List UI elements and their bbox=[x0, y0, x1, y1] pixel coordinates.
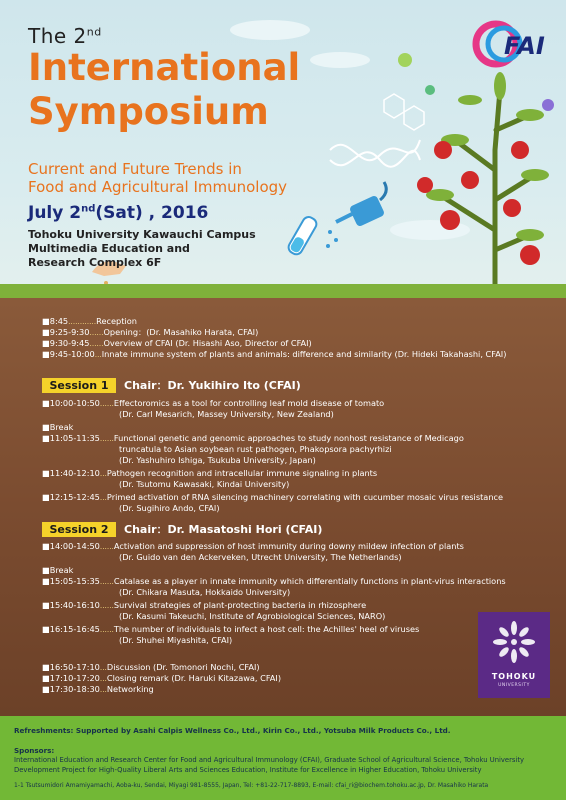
speaker: (Dr. Carl Mesarich, Massey University, New Zealand) bbox=[119, 409, 334, 419]
venue-line-3: Research Complex 6F bbox=[28, 256, 162, 269]
event-date: July 2nd(Sat) , 2016 bbox=[28, 203, 209, 223]
program-item: ■12:15-12:45…Primed activation of RNA silencing machinery correlating with cucumber mosaic virus resistance bbox=[42, 492, 504, 502]
program-item: ■16:50-17:10…Discussion (Dr. Tomonori Nochi, CFAI) bbox=[42, 662, 260, 672]
program-item: ■16:15-16:45……The number of individuals to infect a host cell: the Achilles' heel of viruses bbox=[42, 624, 420, 634]
program-item-cont: truncatula to Asian soybean rust pathogen, Phakopsora pachyrhizi bbox=[119, 444, 392, 454]
program-item: ■9:45-10:00…Innate immune system of plants and animals: difference and similarity (Dr. Hideki Takahashi, CFAI) bbox=[42, 349, 507, 359]
speaker: (Dr. Yashuhiro Ishiga, Tsukuba University, Japan) bbox=[119, 455, 316, 465]
tohoku-logo-sub: UNIVERSITY bbox=[498, 683, 530, 688]
program-item: ■14:00-14:50……Activation and suppression of host immunity during downy mildew infection of plants bbox=[42, 541, 464, 551]
program-item: ■11:05-11:35……Functional genetic and genomic approaches to study nonhost resistance of Medicago bbox=[42, 433, 464, 443]
speaker: (Dr. Chikara Masuta, Hokkaido University) bbox=[119, 587, 291, 597]
speaker: (Dr. Kasumi Takeuchi, Institute of Agrobiological Sciences, NARO) bbox=[119, 611, 386, 621]
speaker: (Dr. Tsutomu Kawasaki, Kindai University) bbox=[119, 479, 290, 489]
session-2-label: Session 2 bbox=[42, 522, 116, 537]
speaker: (Dr. Guido van den Ackerveken, Utrecht University, The Netherlands) bbox=[119, 552, 402, 562]
program-item: ■11:40-12:10…Pathogen recognition and intracellular immune signaling in plants bbox=[42, 468, 378, 478]
venue-line-1: Tohoku University Kawauchi Campus bbox=[28, 228, 256, 241]
program-item: ■17:30-18:30…Networking bbox=[42, 684, 154, 694]
program-item: ■15:05-15:35……Catalase as a player in innate immunity which differentially functions in plant-virus interactions bbox=[42, 576, 506, 586]
speaker: (Dr. Shuhei Miyashita, CFAI) bbox=[119, 635, 233, 645]
program-item: ■15:40-16:10……Survival strategies of plant-protecting bacteria in rhizosphere bbox=[42, 600, 367, 610]
program-item: ■9:30-9:45……Overview of CFAI (Dr. Hisashi Aso, Director of CFAI) bbox=[42, 338, 312, 348]
fai-logo-text: FAI bbox=[504, 32, 545, 60]
subtitle-line-2: Food and Agricultural Immunology bbox=[28, 178, 288, 196]
program-item: ■10:00-10:50……Effectoromics as a tool for controlling leaf mold disease of tomato bbox=[42, 398, 385, 408]
title-prefix: The 2nd bbox=[28, 24, 102, 48]
break-label: ■Break bbox=[42, 565, 74, 575]
tohoku-logo-name: TOHOKU bbox=[491, 672, 537, 681]
venue-line-2: Multimedia Education and bbox=[28, 242, 190, 255]
title-line-2: Symposium bbox=[28, 90, 269, 133]
session-1-label: Session 1 bbox=[42, 378, 116, 393]
subtitle-line-1: Current and Future Trends in bbox=[28, 160, 242, 178]
refreshments-text: Refreshments: Supported by Asahi Calpis Wellness Co., Ltd., Kirin Co., Ltd., Yotsuba Milk Products Co., Ltd. bbox=[14, 726, 451, 735]
sponsors-line-2: Development Project for High-Quality Liberal Arts and Sciences Education, Institute for Excellence in Higher Education, Tohoku University bbox=[14, 766, 482, 774]
program-item: ■17:10-17:20…Closing remark (Dr. Haruki Kitazawa, CFAI) bbox=[42, 673, 282, 683]
title-line-1: International bbox=[28, 46, 301, 89]
session-2-chair: Chair：Dr. Masatoshi Hori (CFAI) bbox=[124, 523, 323, 536]
contact-info: 1-1 Tsutsumidori Amamiyamachi, Aoba-ku, Sendai, Miyagi 981-8555, Japan, Tel: +81-22-717-8893, E-mail: cfai_ri@biochem.tohoku.ac.jp, Dr. Masahiko Harata bbox=[14, 782, 489, 789]
speaker: (Dr. Sugihiro Ando, CFAI) bbox=[119, 503, 220, 513]
sponsors-label: Sponsors: bbox=[14, 746, 55, 755]
bamboo-emblem-icon bbox=[478, 612, 550, 672]
session-1-chair: Chair：Dr. Yukihiro Ito (CFAI) bbox=[124, 379, 301, 392]
program-item: ■9:25-9:30……Opening：(Dr. Masahiko Harata, CFAI) bbox=[42, 327, 259, 337]
program-item: ■8:45…………Reception bbox=[42, 316, 137, 326]
break-label: ■Break bbox=[42, 422, 74, 432]
sponsors-line-1: International Education and Research Center for Food and Agricultural Immunology (CFAI), Graduate School of Agricultural Science, Tohoku University bbox=[14, 756, 525, 764]
